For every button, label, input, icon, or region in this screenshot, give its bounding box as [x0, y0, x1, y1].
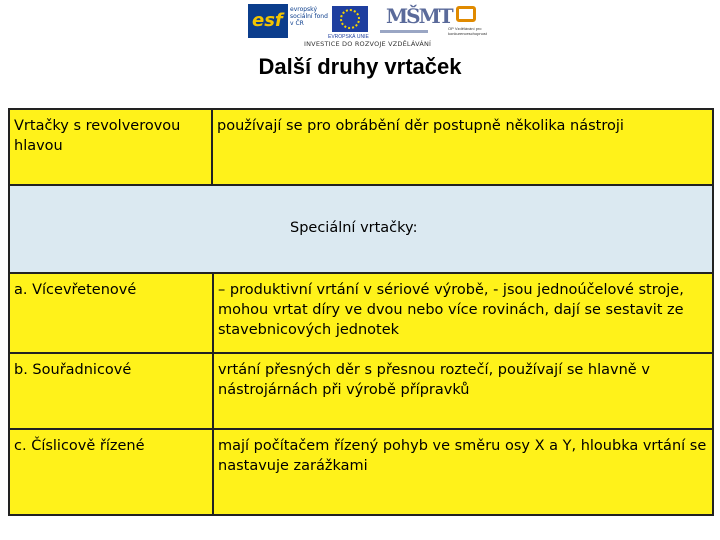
drill-types-table: [8, 108, 714, 516]
op-vk-logo: OP Vzdělávání pro konkurenceschopnost: [448, 6, 488, 34]
row-label: a. Vícevřetenové: [10, 274, 212, 352]
row-label: Vrtačky s revolverovou hlavou: [10, 110, 211, 184]
row-description: vrtání přesných děr s přesnou roztečí, používají se hlavně v nástrojárnách při výrobě přípravků: [214, 354, 712, 428]
page-title: Další druhy vrtaček: [258, 54, 462, 79]
table-row: [10, 354, 712, 428]
section-heading: Speciální vrtačky:: [10, 186, 712, 272]
esf-logo-text: evropský sociální fond v ČR: [290, 6, 328, 27]
header-logos: [248, 4, 492, 48]
row-label: b. Souřadnicové: [10, 354, 212, 428]
row-description: mají počítačem řízený pohyb ve směru osy X a Y, hloubka vrtání se nastavuje zarážkami: [214, 430, 712, 514]
eu-stars-icon: [340, 9, 360, 29]
investice-slogan: INVESTICE DO ROZVOJE VZDĚLÁVÁNÍ: [304, 40, 432, 48]
table-row-heading: [10, 186, 712, 272]
row-description: používají se pro obrábění děr postupně několika nástroji: [213, 110, 712, 184]
op-frame-icon: [456, 6, 476, 22]
msmt-logo: MŠMT: [378, 4, 430, 36]
table-row: [10, 110, 712, 184]
row-description: – produktivní vrtání v sériové výrobě, - jsou jednoúčelové stroje, mohou vrtat díry ve dvou nebo více rovinách, dají se sestavit ze stavebnicových jednotek: [214, 274, 712, 352]
eu-logo-text: EVROPSKÁ UNIE: [328, 34, 369, 40]
table-row: [10, 430, 712, 514]
row-label: c. Číslicově řízené: [10, 430, 212, 514]
eu-flag-logo: [332, 6, 368, 32]
esf-logo: esf: [248, 4, 288, 38]
table-row: [10, 274, 712, 352]
